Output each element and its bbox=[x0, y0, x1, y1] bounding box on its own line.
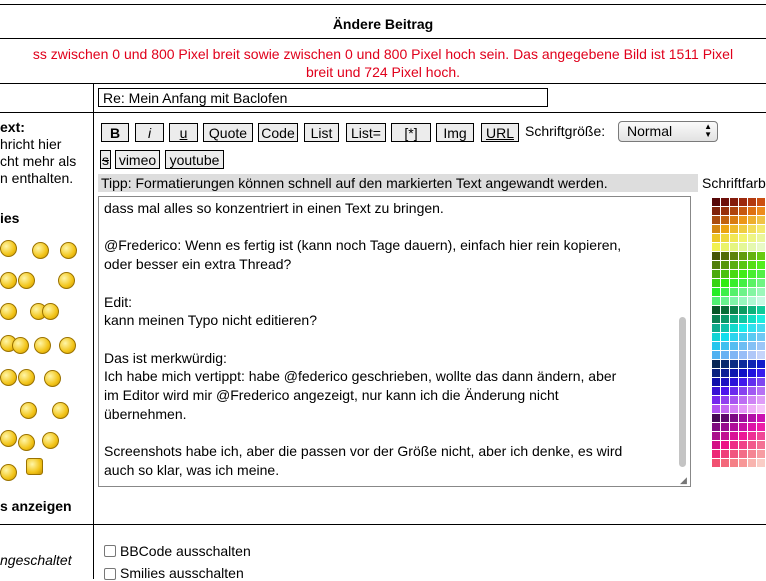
color-swatch[interactable] bbox=[712, 288, 720, 296]
color-swatch[interactable] bbox=[739, 432, 747, 440]
smiley-icon[interactable] bbox=[18, 369, 35, 386]
quote-button[interactable]: Quote bbox=[203, 123, 253, 142]
smiley-icon[interactable] bbox=[32, 242, 49, 259]
color-swatch[interactable] bbox=[721, 423, 729, 431]
color-swatch[interactable] bbox=[748, 234, 756, 242]
color-swatch[interactable] bbox=[739, 243, 747, 251]
color-swatch[interactable] bbox=[730, 270, 738, 278]
color-swatch[interactable] bbox=[757, 459, 765, 467]
color-swatch[interactable] bbox=[730, 405, 738, 413]
color-swatch[interactable] bbox=[721, 198, 729, 206]
color-swatch[interactable] bbox=[721, 261, 729, 269]
message-heading: ext: bbox=[0, 119, 25, 135]
color-swatch[interactable] bbox=[757, 261, 765, 269]
list-button[interactable]: List bbox=[304, 123, 339, 142]
color-swatch[interactable] bbox=[739, 450, 747, 458]
color-swatch[interactable] bbox=[712, 216, 720, 224]
color-swatch[interactable] bbox=[739, 405, 747, 413]
code-button[interactable]: Code bbox=[258, 123, 298, 142]
color-swatch[interactable] bbox=[730, 216, 738, 224]
color-swatch[interactable] bbox=[712, 378, 720, 386]
color-swatch[interactable] bbox=[712, 423, 720, 431]
color-swatch[interactable] bbox=[748, 450, 756, 458]
color-swatch[interactable] bbox=[730, 261, 738, 269]
color-swatch[interactable] bbox=[757, 315, 765, 323]
smiley-icon[interactable] bbox=[12, 337, 29, 354]
color-swatch[interactable] bbox=[712, 459, 720, 467]
color-swatch[interactable] bbox=[757, 387, 765, 395]
smiley-icon[interactable] bbox=[44, 370, 61, 387]
color-swatch[interactable] bbox=[712, 243, 720, 251]
smiley-icon[interactable] bbox=[42, 432, 59, 449]
table-border-message bbox=[0, 524, 766, 525]
color-swatch[interactable] bbox=[721, 378, 729, 386]
color-swatch[interactable] bbox=[721, 306, 729, 314]
color-swatch[interactable] bbox=[712, 414, 720, 422]
color-swatch[interactable] bbox=[739, 333, 747, 341]
color-swatch[interactable] bbox=[757, 414, 765, 422]
color-swatch[interactable] bbox=[712, 225, 720, 233]
color-swatch[interactable] bbox=[748, 297, 756, 305]
color-swatch[interactable] bbox=[712, 315, 720, 323]
color-swatch[interactable] bbox=[730, 450, 738, 458]
color-swatch[interactable] bbox=[757, 378, 765, 386]
strike-button[interactable]: s bbox=[102, 152, 109, 168]
color-swatch[interactable] bbox=[739, 360, 747, 368]
vimeo-button[interactable]: vimeo bbox=[115, 150, 160, 169]
color-swatch[interactable] bbox=[757, 252, 765, 260]
color-swatch[interactable] bbox=[748, 252, 756, 260]
color-swatch[interactable] bbox=[748, 198, 756, 206]
show-smilies-link[interactable]: s anzeigen bbox=[0, 498, 72, 514]
table-border-error bbox=[0, 83, 766, 84]
color-swatch[interactable] bbox=[748, 216, 756, 224]
color-swatch[interactable] bbox=[712, 333, 720, 341]
color-swatch[interactable] bbox=[721, 315, 729, 323]
bold-button[interactable]: B bbox=[101, 123, 129, 142]
color-swatch[interactable] bbox=[757, 234, 765, 242]
color-swatch[interactable] bbox=[712, 396, 720, 404]
smiley-icon[interactable] bbox=[52, 402, 69, 419]
image-button[interactable]: Img bbox=[436, 123, 474, 142]
color-swatch[interactable] bbox=[721, 216, 729, 224]
font-size-label: Schriftgröße: bbox=[525, 123, 606, 139]
youtube-button[interactable]: youtube bbox=[165, 150, 224, 169]
smiley-icon[interactable] bbox=[20, 402, 37, 419]
color-swatch[interactable] bbox=[748, 396, 756, 404]
color-swatch[interactable] bbox=[730, 333, 738, 341]
italic-button[interactable]: i bbox=[135, 123, 164, 142]
color-swatch[interactable] bbox=[730, 342, 738, 350]
color-swatch[interactable] bbox=[721, 396, 729, 404]
smiley-icon[interactable] bbox=[34, 337, 51, 354]
color-swatch[interactable] bbox=[712, 342, 720, 350]
color-swatch[interactable] bbox=[757, 225, 765, 233]
smiley-icon[interactable] bbox=[0, 272, 17, 289]
color-swatch[interactable] bbox=[730, 324, 738, 332]
disable-bbcode-checkbox[interactable] bbox=[104, 545, 116, 557]
smiley-icon[interactable] bbox=[58, 272, 75, 289]
color-swatch[interactable] bbox=[730, 252, 738, 260]
color-swatch[interactable] bbox=[730, 198, 738, 206]
resize-handle-icon[interactable]: ◢ bbox=[680, 475, 687, 485]
message-textarea[interactable] bbox=[98, 196, 691, 487]
color-swatch[interactable] bbox=[757, 297, 765, 305]
color-swatch[interactable] bbox=[730, 243, 738, 251]
color-swatch[interactable] bbox=[739, 207, 747, 215]
color-swatch[interactable] bbox=[739, 441, 747, 449]
color-swatch[interactable] bbox=[721, 459, 729, 467]
textarea-scrollbar[interactable] bbox=[679, 317, 686, 467]
color-swatch[interactable] bbox=[712, 360, 720, 368]
color-swatch[interactable] bbox=[739, 351, 747, 359]
color-swatch[interactable] bbox=[748, 351, 756, 359]
color-swatch[interactable] bbox=[721, 351, 729, 359]
color-swatch[interactable] bbox=[712, 351, 720, 359]
url-button[interactable]: URL bbox=[481, 123, 519, 142]
color-swatch[interactable] bbox=[721, 270, 729, 278]
color-swatch[interactable] bbox=[712, 306, 720, 314]
color-swatch[interactable] bbox=[730, 306, 738, 314]
color-swatch[interactable] bbox=[757, 351, 765, 359]
smiley-icon[interactable] bbox=[42, 303, 59, 320]
color-swatch[interactable] bbox=[712, 279, 720, 287]
color-swatch[interactable] bbox=[739, 198, 747, 206]
numbered-list-button[interactable]: List= bbox=[346, 123, 386, 142]
table-column-divider bbox=[93, 83, 94, 579]
color-swatch[interactable] bbox=[712, 297, 720, 305]
formatting-tip: Tipp: Formatierungen können schnell auf den markierten Text angewandt werden. bbox=[98, 174, 698, 192]
color-swatch[interactable] bbox=[730, 396, 738, 404]
color-swatch[interactable] bbox=[757, 333, 765, 341]
color-swatch[interactable] bbox=[739, 387, 747, 395]
smiley-icon[interactable] bbox=[60, 242, 77, 259]
color-swatch[interactable] bbox=[721, 441, 729, 449]
smiley-icon[interactable] bbox=[26, 458, 43, 475]
color-swatch[interactable] bbox=[748, 270, 756, 278]
color-swatch[interactable] bbox=[712, 234, 720, 242]
color-swatch[interactable] bbox=[748, 387, 756, 395]
color-swatch[interactable] bbox=[730, 432, 738, 440]
smiley-icon[interactable] bbox=[59, 337, 76, 354]
color-swatch[interactable] bbox=[721, 297, 729, 305]
error-message: ss zwischen 0 und 800 Pixel breit sowie zwischen 0 und 800 Pixel hoch sein. Das angegebene Bild ist 1511 Pixel breit und 724 Pixel hoch. bbox=[32, 46, 734, 80]
subject-input[interactable]: Re: Mein Anfang mit Baclofen bbox=[98, 88, 548, 107]
color-swatch[interactable] bbox=[721, 207, 729, 215]
color-swatch[interactable] bbox=[748, 432, 756, 440]
table-border-top bbox=[0, 4, 766, 5]
color-swatch[interactable] bbox=[730, 360, 738, 368]
color-swatch[interactable] bbox=[721, 288, 729, 296]
color-swatch[interactable] bbox=[739, 225, 747, 233]
color-swatch[interactable] bbox=[739, 270, 747, 278]
list-item-button[interactable]: [*] bbox=[391, 123, 431, 142]
color-swatch[interactable] bbox=[757, 288, 765, 296]
color-swatch[interactable] bbox=[739, 423, 747, 431]
color-swatch[interactable] bbox=[739, 297, 747, 305]
color-swatch[interactable] bbox=[721, 279, 729, 287]
color-swatch[interactable] bbox=[739, 261, 747, 269]
color-swatch[interactable] bbox=[748, 207, 756, 215]
color-swatch[interactable] bbox=[748, 459, 756, 467]
color-swatch[interactable] bbox=[730, 387, 738, 395]
color-swatch[interactable] bbox=[712, 432, 720, 440]
color-swatch[interactable] bbox=[757, 369, 765, 377]
color-swatch[interactable] bbox=[730, 288, 738, 296]
color-swatch[interactable] bbox=[739, 252, 747, 260]
color-swatch[interactable] bbox=[739, 396, 747, 404]
color-swatch[interactable] bbox=[730, 279, 738, 287]
color-swatch[interactable] bbox=[757, 324, 765, 332]
message-text: dass mal alles so konzentriert in einen Text zu bringen. @Frederico: Wenn es fertig ist (kann noch Tage dauern), einfach hier rein kopieren, oder besser ein extra Thread? Edit: kann meinen Typo nicht editieren? Das ist merkwürdig: Ich habe mich vertippt: habe @federico geschrieben, wollte das dann ändern, aber im Editor wird mir @Frederico angezeigt, nur kann ich die Änderung nicht übernehmen. Screenshots habe ich, aber die passen vor der Größe nicht, aber ich denke, es wird auch so klar, was ich meine. bbox=[104, 200, 623, 478]
color-swatch[interactable] bbox=[757, 396, 765, 404]
color-swatch[interactable] bbox=[721, 387, 729, 395]
color-swatch[interactable] bbox=[748, 225, 756, 233]
color-swatch[interactable] bbox=[721, 369, 729, 377]
color-swatch[interactable] bbox=[748, 342, 756, 350]
color-swatch[interactable] bbox=[757, 423, 765, 431]
message-help-line-3: n enthalten. bbox=[0, 170, 74, 186]
color-swatch[interactable] bbox=[739, 414, 747, 422]
disable-smilies-checkbox[interactable] bbox=[104, 568, 116, 580]
color-swatch[interactable] bbox=[739, 288, 747, 296]
smiley-icon[interactable] bbox=[0, 430, 17, 447]
disable-smilies-label: Smilies ausschalten bbox=[120, 565, 244, 581]
font-size-select[interactable] bbox=[618, 121, 718, 142]
smiley-icon[interactable] bbox=[0, 464, 17, 481]
color-swatch[interactable] bbox=[721, 243, 729, 251]
color-swatch[interactable] bbox=[712, 261, 720, 269]
color-swatch[interactable] bbox=[712, 387, 720, 395]
smiley-icon[interactable] bbox=[0, 369, 17, 386]
color-swatch[interactable] bbox=[712, 441, 720, 449]
smiley-icon[interactable] bbox=[18, 434, 35, 451]
color-swatch[interactable] bbox=[748, 243, 756, 251]
color-swatch[interactable] bbox=[748, 414, 756, 422]
color-swatch[interactable] bbox=[739, 378, 747, 386]
color-swatch[interactable] bbox=[757, 306, 765, 314]
color-swatch[interactable] bbox=[757, 279, 765, 287]
color-swatch[interactable] bbox=[748, 378, 756, 386]
color-swatch[interactable] bbox=[757, 432, 765, 440]
color-swatch[interactable] bbox=[730, 297, 738, 305]
color-swatch[interactable] bbox=[730, 414, 738, 422]
color-swatch[interactable] bbox=[748, 306, 756, 314]
select-arrows-icon: ▲ ▼ bbox=[704, 122, 712, 139]
color-swatch[interactable] bbox=[739, 234, 747, 242]
color-swatch[interactable] bbox=[712, 252, 720, 260]
color-swatch[interactable] bbox=[721, 450, 729, 458]
smiley-icon[interactable] bbox=[0, 240, 17, 257]
color-swatch[interactable] bbox=[757, 198, 765, 206]
color-swatch[interactable] bbox=[730, 378, 738, 386]
color-swatch[interactable] bbox=[721, 333, 729, 341]
color-swatch[interactable] bbox=[757, 450, 765, 458]
color-swatch[interactable] bbox=[739, 279, 747, 287]
color-swatch[interactable] bbox=[721, 324, 729, 332]
color-swatch[interactable] bbox=[721, 360, 729, 368]
font-size-value: Normal bbox=[627, 123, 673, 139]
color-swatch[interactable] bbox=[757, 342, 765, 350]
color-swatch[interactable] bbox=[712, 207, 720, 215]
color-swatch[interactable] bbox=[712, 450, 720, 458]
color-swatch[interactable] bbox=[748, 423, 756, 431]
color-swatch[interactable] bbox=[730, 207, 738, 215]
color-swatch[interactable] bbox=[748, 441, 756, 449]
color-swatch[interactable] bbox=[721, 225, 729, 233]
color-swatch[interactable] bbox=[748, 279, 756, 287]
color-swatch[interactable] bbox=[730, 351, 738, 359]
color-swatch[interactable] bbox=[721, 432, 729, 440]
color-swatch[interactable] bbox=[730, 369, 738, 377]
smiley-icon[interactable] bbox=[0, 303, 17, 320]
color-swatch[interactable] bbox=[721, 252, 729, 260]
color-swatch[interactable] bbox=[748, 261, 756, 269]
color-swatch[interactable] bbox=[757, 405, 765, 413]
color-swatch[interactable] bbox=[748, 333, 756, 341]
color-swatch[interactable] bbox=[730, 441, 738, 449]
color-swatch[interactable] bbox=[712, 324, 720, 332]
message-help-line-2: cht mehr als bbox=[0, 153, 77, 169]
table-border-subject bbox=[0, 112, 766, 113]
color-swatch[interactable] bbox=[712, 270, 720, 278]
color-swatch[interactable] bbox=[730, 459, 738, 467]
color-swatch[interactable] bbox=[739, 315, 747, 323]
color-swatch[interactable] bbox=[721, 234, 729, 242]
color-swatch[interactable] bbox=[748, 405, 756, 413]
smiley-icon[interactable] bbox=[18, 272, 35, 289]
disable-bbcode-label: BBCode ausschalten bbox=[120, 543, 251, 559]
page-title: Ändere Beitrag bbox=[332, 16, 434, 32]
color-palette[interactable] bbox=[712, 198, 766, 470]
color-swatch[interactable] bbox=[712, 198, 720, 206]
underline-button[interactable]: u bbox=[169, 123, 198, 142]
color-swatch[interactable] bbox=[757, 360, 765, 368]
color-swatch[interactable] bbox=[748, 324, 756, 332]
color-swatch[interactable] bbox=[757, 270, 765, 278]
options-label: ngeschaltet bbox=[0, 552, 72, 568]
color-swatch[interactable] bbox=[757, 441, 765, 449]
color-swatch[interactable] bbox=[730, 315, 738, 323]
font-color-label: Schriftfarb bbox=[702, 175, 766, 191]
color-swatch[interactable] bbox=[739, 342, 747, 350]
color-swatch[interactable] bbox=[739, 306, 747, 314]
color-swatch[interactable] bbox=[721, 342, 729, 350]
color-swatch[interactable] bbox=[739, 324, 747, 332]
color-swatch[interactable] bbox=[757, 243, 765, 251]
color-swatch[interactable] bbox=[721, 414, 729, 422]
color-swatch[interactable] bbox=[712, 405, 720, 413]
smilies-heading: ies bbox=[0, 210, 20, 226]
color-swatch[interactable] bbox=[757, 216, 765, 224]
color-swatch[interactable] bbox=[730, 423, 738, 431]
color-swatch[interactable] bbox=[748, 288, 756, 296]
color-swatch[interactable] bbox=[730, 225, 738, 233]
color-swatch[interactable] bbox=[757, 207, 765, 215]
color-swatch[interactable] bbox=[739, 459, 747, 467]
message-help-line-1: hricht hier bbox=[0, 136, 62, 152]
color-swatch[interactable] bbox=[721, 405, 729, 413]
color-swatch[interactable] bbox=[748, 360, 756, 368]
color-swatch[interactable] bbox=[739, 216, 747, 224]
table-border-title bbox=[0, 38, 766, 39]
color-swatch[interactable] bbox=[739, 369, 747, 377]
color-swatch[interactable] bbox=[712, 369, 720, 377]
color-swatch[interactable] bbox=[748, 315, 756, 323]
color-swatch[interactable] bbox=[748, 369, 756, 377]
color-swatch[interactable] bbox=[730, 234, 738, 242]
